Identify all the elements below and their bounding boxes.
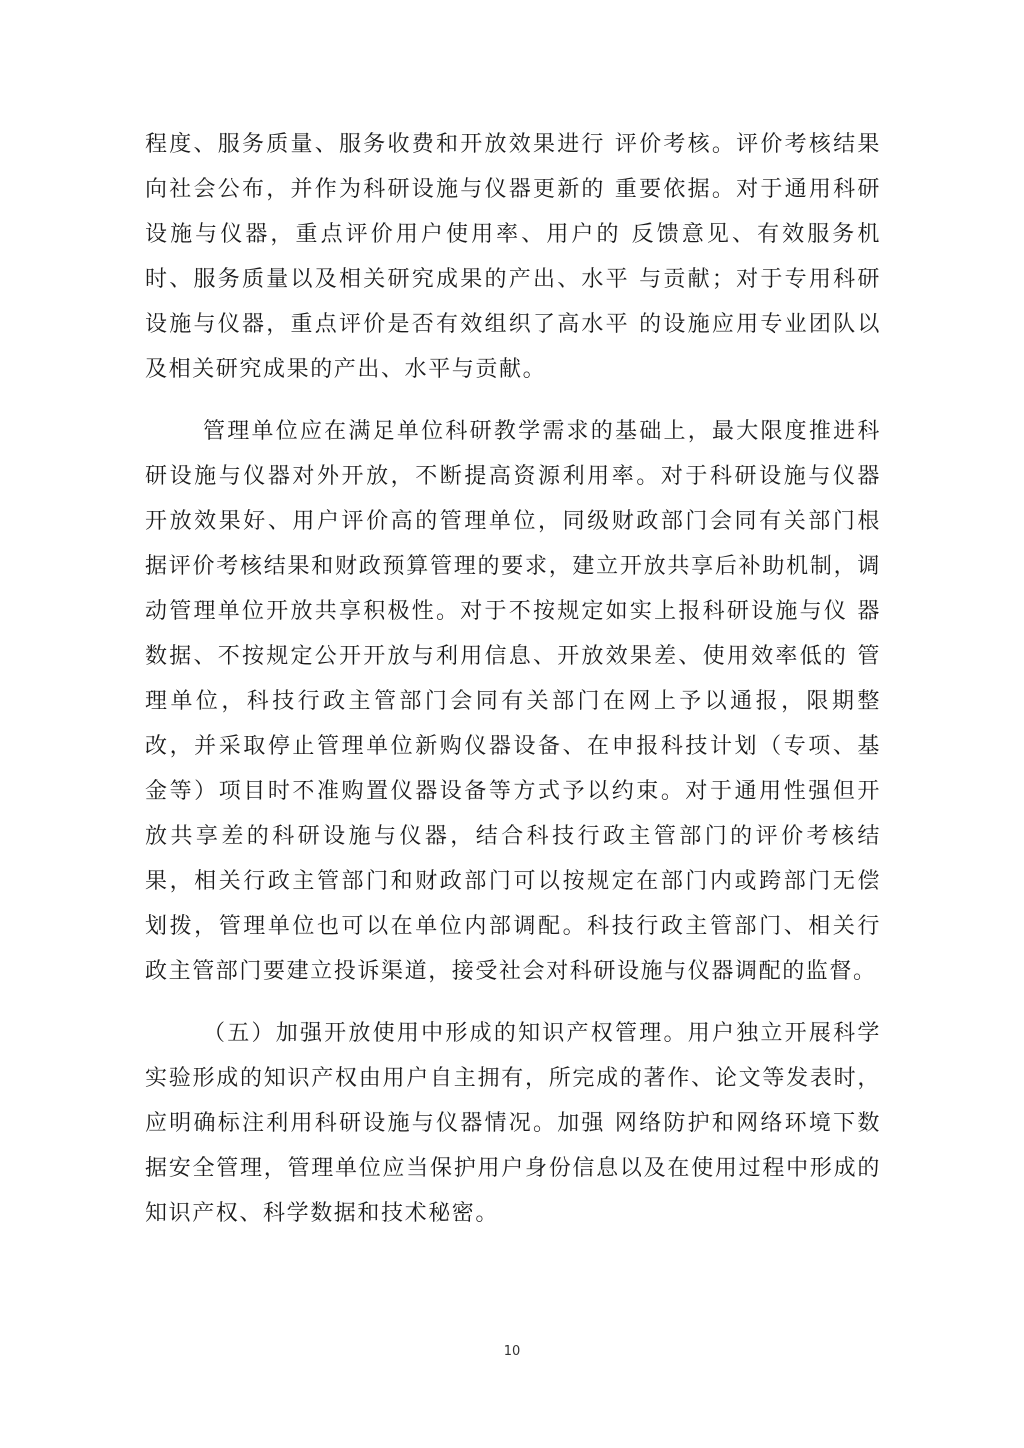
document-body bbox=[145, 122, 881, 1236]
paragraph-evaluation-continued: 程度、服务质量、服务收费和开放效果进行 评价考核。评价考核结果向社会公布，并作为科研设施与仪器更新的 重要依据。对于通用科研设施与仪器，重点评价用户使用率、用户的 反馈意见、有效服务机时、服务质量以及相关研究成果的产出、水平 与贡献；对于专用科研设施与仪器，重点评价是否有效组织了高水平 的设施应用专业团队以及相关研究成果的产出、水平与贡献。 bbox=[145, 132, 881, 382]
page-number: 10 bbox=[503, 1344, 521, 1359]
paragraph-intellectual-property: （五）加强开放使用中形成的知识产权管理。用户独立开展科学实验形成的知识产权由用户自主拥有，所完成的著作、论文等发表时，应明确标注利用科研设施与仪器情况。加强 网络防护和网络环境下数据安全管理，管理单位应当保护用户身份信息以及在使用过程中形成的知识产权、科学数据和技术秘密。 bbox=[145, 1021, 881, 1226]
paragraph-open-sharing-incentives: 管理单位应在满足单位科研教学需求的基础上，最大限度推进科研设施与仪器对外开放，不断提高资源利用率。对于科研设施与仪器 开放效果好、用户评价高的管理单位，同级财政部门会同有关部门根 据评价考核结果和财政预算管理的要求，建立开放共享后补助机制，调动管理单位开放共享积极性。对于不按规定如实上报科研设施与仪 器数据、不按规定公开开放与利用信息、开放效果差、使用效率低的 管理单位，科技行政主管部门会同有关部门在网上予以通报，限期整 改，并采取停止管理单位新购仪器设备、在申报科技计划（专项、基 金等）项目时不准购置仪器设备等方式予以约束。对于通用性强但开 放共享差的科研设施与仪器，结合科技行政主管部门的评价考核结 果，相关行政主管部门和财政部门可以按规定在部门内或跨部门无偿 划拨，管理单位也可以在单位内部调配。科技行政主管部门、相关行 政主管部门要建立投诉渠道，接受社会对科研设施与仪器调配的监督。 bbox=[145, 419, 881, 984]
